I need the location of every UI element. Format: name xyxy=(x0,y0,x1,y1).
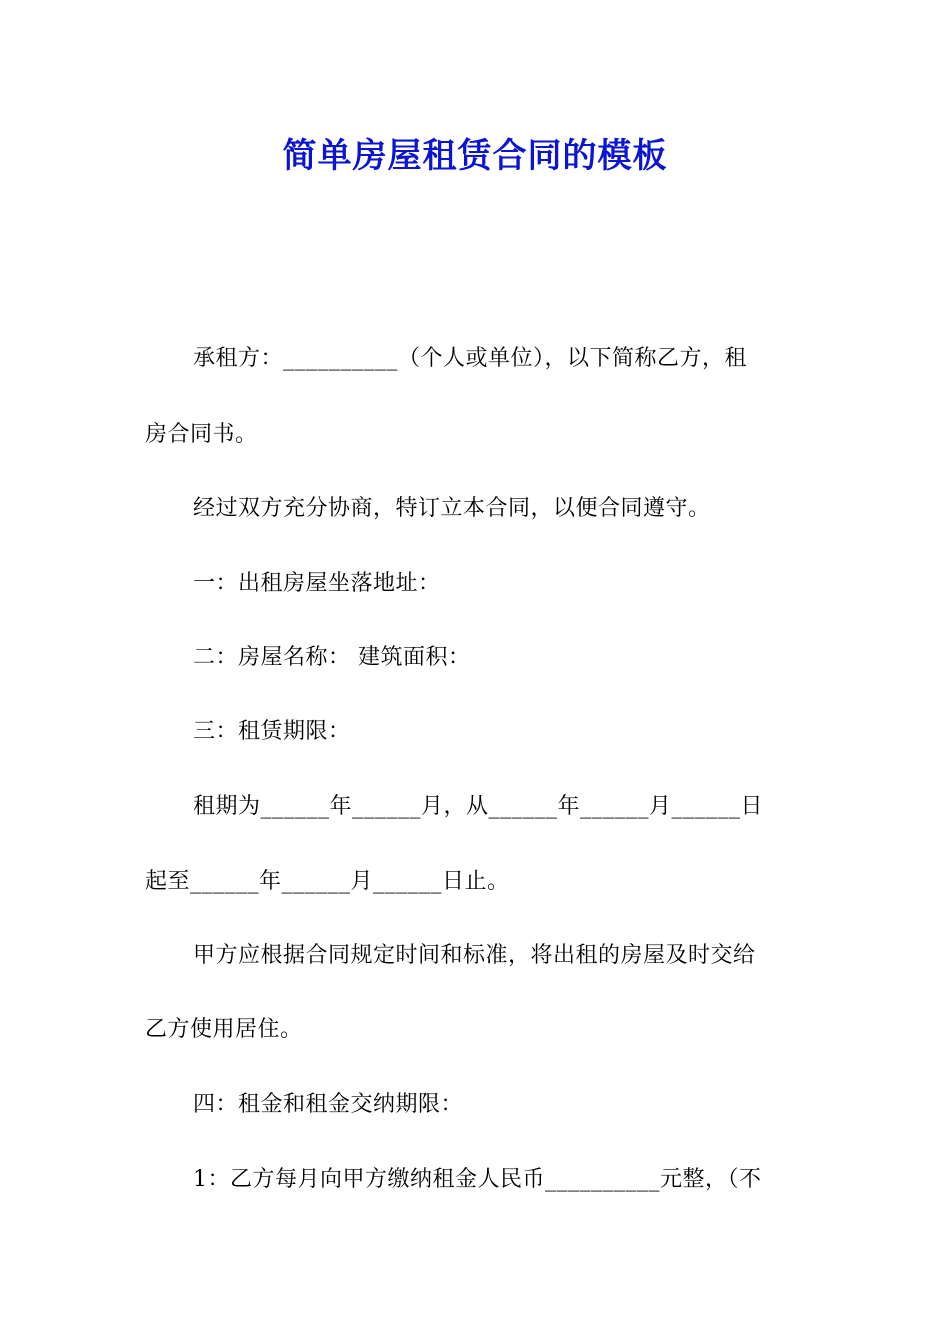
paragraph-address: 一：出租房屋坐落地址： xyxy=(193,571,441,596)
paragraph-agreement: 经过双方充分协商，特订立本合同，以便合同遵守。 xyxy=(193,496,711,521)
paragraph-house-name: 二：房屋名称： 建筑面积： xyxy=(193,645,471,670)
paragraph-lease-term-heading: 三：租赁期限： xyxy=(193,719,351,744)
document-title: 简单房屋租赁合同的模板 xyxy=(282,136,668,176)
paragraph-lease-period-line1: 租期为______年______月，从______年______月______日 xyxy=(193,794,764,819)
paragraph-rent-heading: 四：租金和租金交纳期限： xyxy=(193,1092,464,1117)
paragraph-tenant-line1: 承租方：__________（个人或单位），以下简称乙方，租 xyxy=(193,346,748,371)
paragraph-lease-period-line2: 起至______年______月______日止。 xyxy=(145,869,510,894)
paragraph-handover-line2: 乙方使用居住。 xyxy=(145,1017,303,1042)
paragraph-tenant-line2: 房合同书。 xyxy=(145,422,258,447)
paragraph-rent-amount-line1: 1：乙方每月向甲方缴纳租金人民币__________元整，（不 xyxy=(193,1167,762,1192)
paragraph-handover-line1: 甲方应根据合同规定时间和标准，将出租的房屋及时交给 xyxy=(193,943,756,968)
